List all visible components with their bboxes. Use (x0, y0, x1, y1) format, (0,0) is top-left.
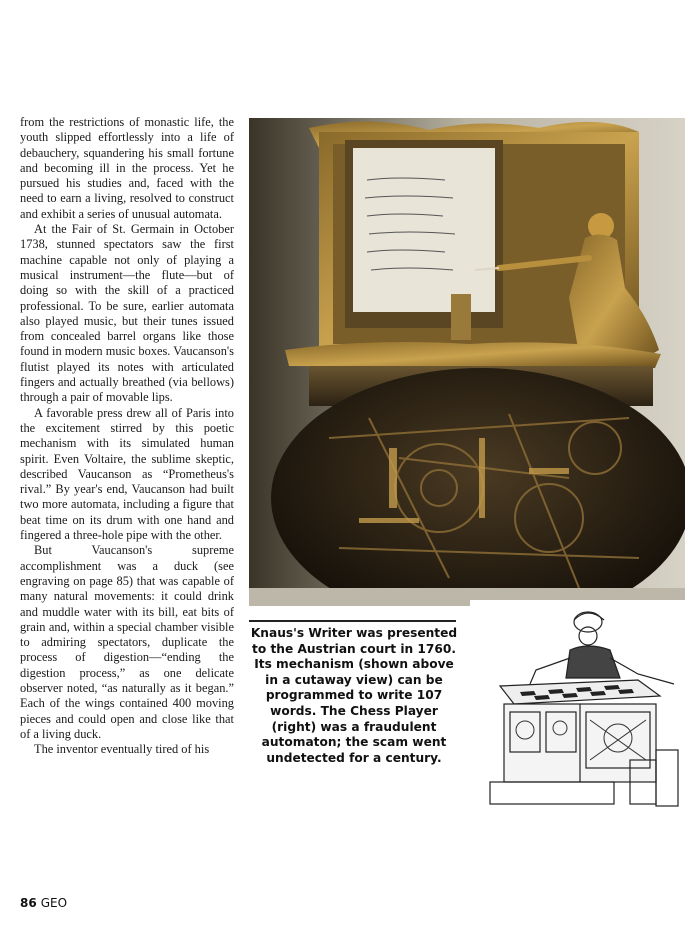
article-column (20, 115, 234, 757)
article-paragraph-3: A favorable press drew all of Paris into the excitement stirred by this poetic mechanism with its simulated human spirit. Even Voltaire, the sublime skeptic, described Vaucanson as “Prometheus's rival.” By year's end, Vaucanson had built two more automata, including a figure that beat time on its drum with one hand and fingered a three-hole pipe with the other. (20, 405, 234, 543)
figure-caption: Knaus's Writer was presented to the Austrian court in 1760. Its mechanism (shown above in a cutaway view) can be programmed to write 107 words. The Chess Player (right) was a fraudulent automaton; the scam went undetected for a century. (250, 626, 458, 765)
article-paragraph-1: from the restrictions of monastic life, the youth slipped effortlessly into a life of debauchery, squandering his small fortune and becoming ill in the process. Yet he pursued his studies and, faced with the need to earn a living, resolved to construct and exhibit a series of unusual automata. (20, 115, 234, 221)
knaus-writer-photo (249, 118, 685, 606)
page-number: 86 (20, 896, 37, 910)
chess-player-engraving (470, 600, 688, 812)
page-folio (20, 896, 67, 910)
article-paragraph-2: At the Fair of St. Germain in October 1738, stunned spectators saw the first machine capable not only of playing a musical instrument—the flute—but of doing so with the skill of a practiced professional. To be sure, earlier automata also played music, but their tunes issued from concealed barrel organs like those found in modern music boxes. Vaucanson's flutist played its notes with articulated fingers and actually breathed (via bellows) through a pair of movable lips. (20, 222, 234, 405)
magazine-name: GEO (40, 896, 68, 910)
article-paragraph-4: But Vaucanson's supreme accomplishment was a duck (see engraving on page 85) that was capable of many natural movements: it could drink and muddle water with its bill, eat bits of grain and, within a special chamber visible to admiring spectators, duplicate the process of digestion—“ending the digestion process,” as one delicate observer noted, “as naturally as it began.” Each of the wings contained 400 moving pieces and could open and close like that of a living duck. (20, 543, 234, 741)
knaus-writer-photo-icon (249, 118, 685, 606)
caption-rule (249, 620, 456, 622)
article-paragraph-5: The inventor eventually tired of his (34, 742, 210, 757)
chess-player-engraving-icon (470, 600, 688, 812)
